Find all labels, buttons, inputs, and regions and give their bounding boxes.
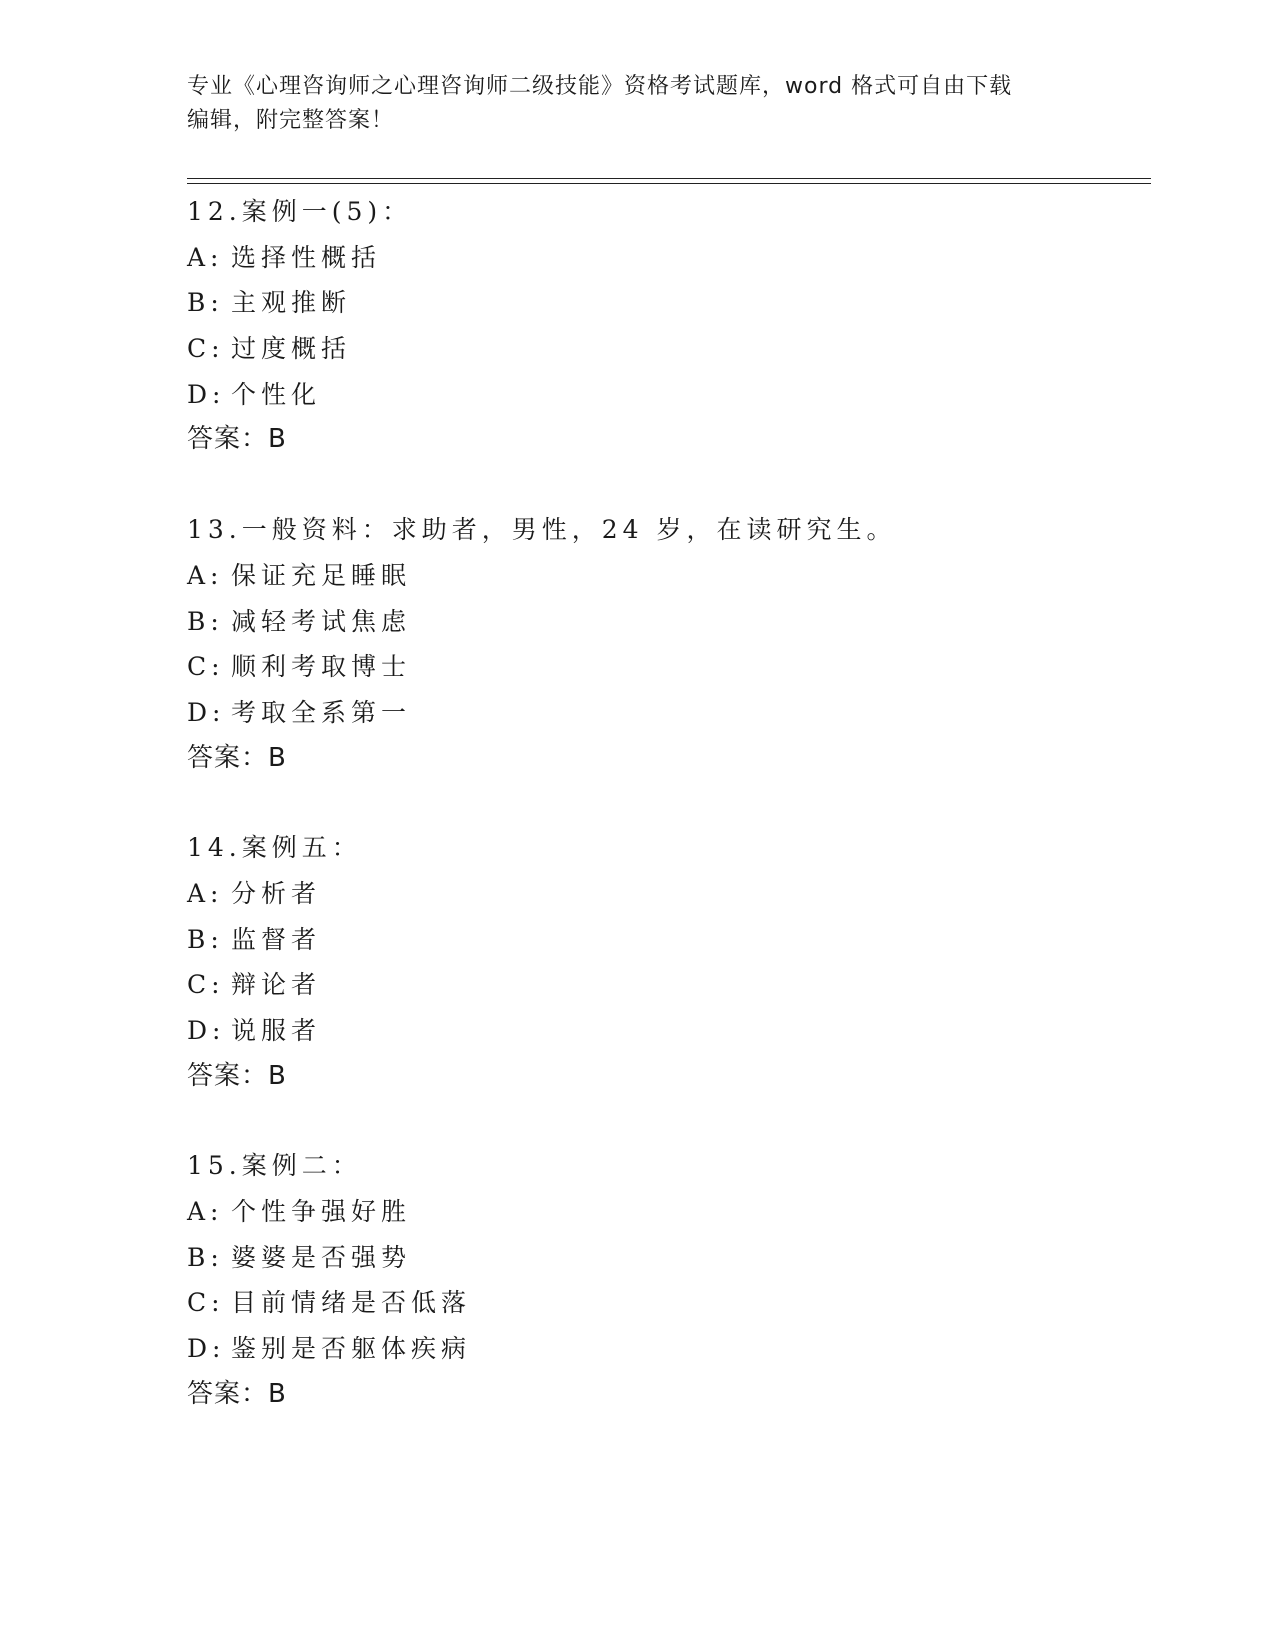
question-stem: 13.一般资料：求助者，男性，24 岁，在读研究生。 — [187, 515, 897, 545]
option-text: 目前情绪是否低落 — [231, 1288, 472, 1318]
option-letter: D: — [187, 1334, 226, 1364]
option-text: 说服者 — [231, 1016, 322, 1045]
header-line-2: 编辑，附完整答案！ — [187, 108, 395, 133]
question-list — [187, 189, 1147, 1462]
option-d — [187, 1326, 1147, 1372]
option-letter: C: — [187, 1288, 225, 1318]
option-b — [187, 917, 1147, 963]
option-text: 个性化 — [231, 379, 322, 409]
option-text: 婆婆是否强势 — [231, 1242, 412, 1272]
option-text: 减轻考试焦虑 — [231, 606, 412, 636]
header-line-1: 专业《心理咨询师之心理咨询师二级技能》资格考试题库，word 格式可自由下载 — [187, 74, 1013, 99]
option-letter: D: — [187, 1016, 226, 1045]
option-text: 鉴别是否躯体疾病 — [231, 1334, 472, 1364]
option-d — [187, 1008, 1147, 1054]
answer-line: 答案：B — [187, 1378, 287, 1409]
option-a — [187, 553, 1147, 599]
option-letter: A: — [187, 560, 224, 590]
question-12 — [187, 189, 1147, 463]
option-c — [187, 644, 1147, 690]
option-a — [187, 871, 1147, 917]
question-stem: 15.案例二： — [187, 1151, 362, 1181]
answer-line: 答案：B — [187, 424, 287, 455]
option-c — [187, 1280, 1147, 1326]
option-letter: A: — [187, 242, 224, 272]
option-b — [187, 599, 1147, 645]
option-letter: C: — [187, 652, 225, 682]
question-13 — [187, 507, 1147, 781]
option-text: 监督者 — [231, 924, 322, 954]
option-b — [187, 1235, 1147, 1281]
option-letter: C: — [187, 334, 225, 364]
option-letter: B: — [187, 606, 224, 636]
question-15 — [187, 1143, 1147, 1417]
option-text: 主观推断 — [231, 288, 352, 318]
option-letter: B: — [187, 924, 224, 954]
option-text: 过度概括 — [231, 334, 352, 364]
option-letter: B: — [187, 1242, 224, 1272]
option-letter: A: — [187, 878, 224, 908]
option-a — [187, 1189, 1147, 1235]
header-divider-top — [187, 178, 1151, 179]
option-c — [187, 962, 1147, 1008]
header-divider-bottom — [187, 183, 1151, 184]
option-letter: B: — [187, 288, 224, 318]
answer-line: 答案：B — [187, 1060, 287, 1091]
document-header — [187, 70, 1087, 138]
question-stem: 14.案例五： — [187, 833, 362, 863]
option-letter: A: — [187, 1197, 224, 1227]
question-14 — [187, 825, 1147, 1099]
question-stem: 12.案例一(5)： — [187, 197, 413, 226]
option-letter: C: — [187, 970, 225, 1000]
option-letter: D: — [187, 379, 226, 409]
option-text: 个性争强好胜 — [231, 1197, 412, 1227]
option-a — [187, 235, 1147, 281]
option-text: 顺利考取博士 — [231, 652, 412, 682]
option-letter: D: — [187, 697, 226, 727]
option-text: 辩论者 — [231, 970, 322, 1000]
option-b — [187, 280, 1147, 326]
option-text: 保证充足睡眠 — [231, 560, 412, 590]
option-d — [187, 690, 1147, 736]
answer-line: 答案：B — [187, 742, 287, 773]
option-text: 选择性概括 — [231, 242, 382, 272]
option-text: 考取全系第一 — [231, 697, 412, 727]
option-text: 分析者 — [231, 878, 322, 908]
option-d — [187, 372, 1147, 418]
option-c — [187, 326, 1147, 372]
